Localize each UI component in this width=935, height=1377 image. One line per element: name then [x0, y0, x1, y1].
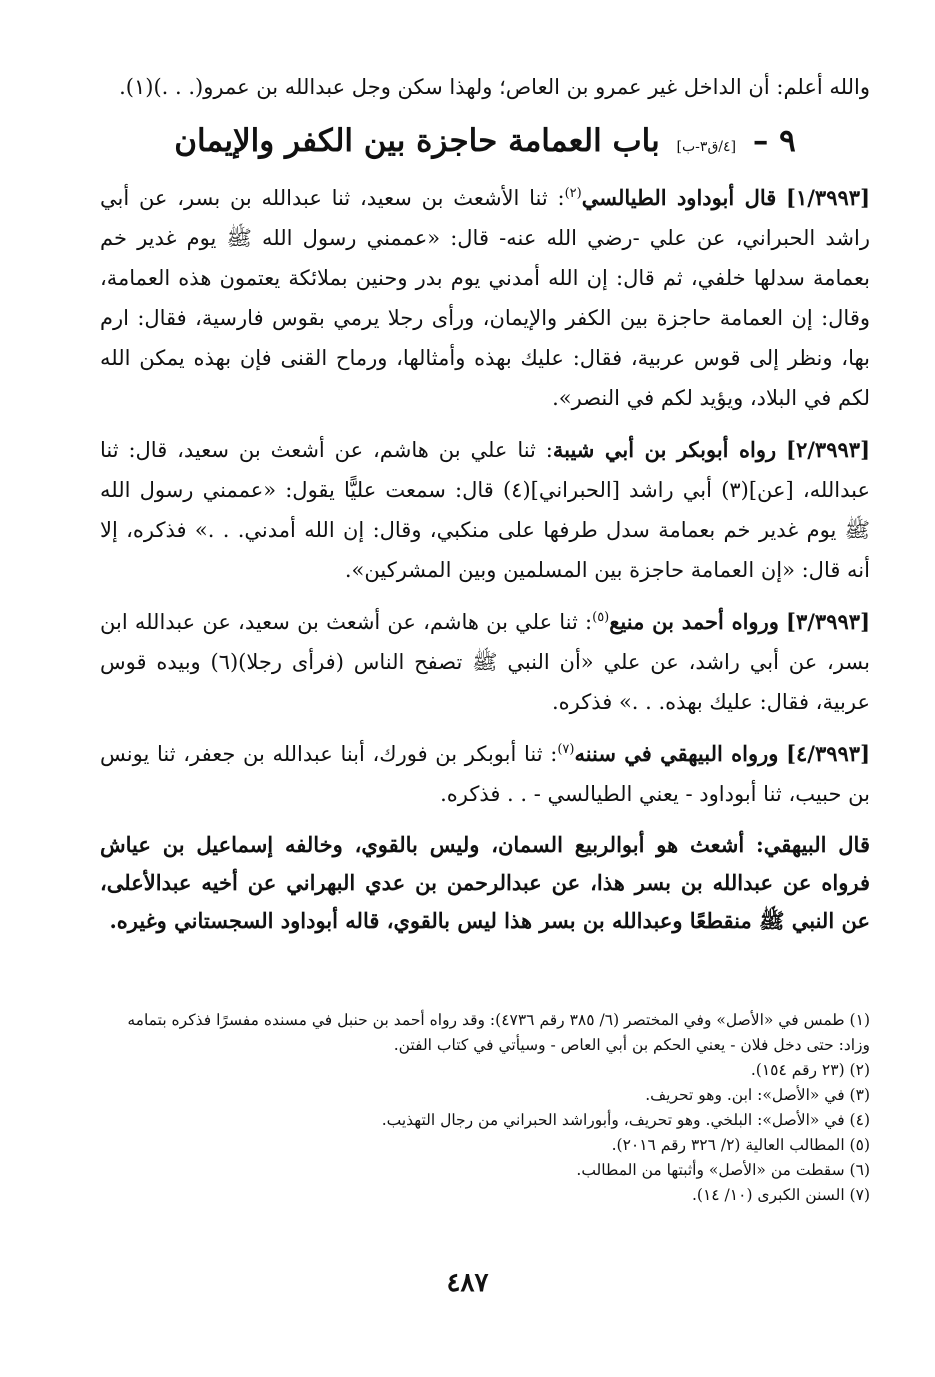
footnotes [100, 1008, 870, 1208]
footnote-2: (٢) (٢٣ رقم ١٥٤). [750, 1061, 870, 1079]
chapter-heading: باب العمامة حاجزة بين الكفر والإيمان [174, 123, 660, 159]
hadith-2 [100, 430, 870, 590]
chapter-number: ٩ – [752, 123, 796, 159]
hadith-4 [100, 734, 870, 814]
chapter-title [100, 118, 870, 170]
footnote-5: (٥) المطالب العالية (٢/ ٣٢٦ رقم ٢٠١٦). [611, 1136, 870, 1154]
hadith-narrator: قال أبوداود الطيالسي [581, 185, 777, 210]
hadith-id: [١/٣٩٩٣] [786, 185, 870, 210]
hadith-text: : ثنا الأشعث بن سعيد، ثنا عبدالله بن بسر، عن أبي راشد الحبراني، عن علي -رضي الله عنه- قال: «عممني رسول الله ﷺ يوم غدير خم بعمامة سدلها خلفي، ثم قال: إن الله أمدني يوم بدر وحنين بملائكة يعتمون هذه العمامة، وقال: إن العمامة حاجزة بين الكفر والإيمان، ورأى رجلا يرمي بقوس فارسية، فقال: ارم بها، ونظر إلى قوس عربية، فقال: عليك بهذه وأمثالها، ورماح القنى فإن بهذه يمكن الله لكم في البلاد، ويؤيد لكم في النصر». [100, 186, 870, 410]
footnote-1: (١) طمس في «الأصل» وفي المختصر (٦/ ٣٨٥ رقم ٤٧٣٦): وقد رواه أحمد بن حنبل في مسنده مفسرًا فذكره بتمامه وزاد: حتى دخل فلان - يعني الحكم بن أبي العاص - وسيأتي في كتاب الفتن. [127, 1011, 870, 1054]
hadith-narrator: رواه أبوبكر بن أبي شيبة [552, 437, 777, 462]
footnote-ref: (٧) [557, 742, 575, 757]
hadith-text: : ثنا أبوبكر بن فورك، أبنا عبدالله بن جعفر، ثنا يونس بن حبيب، ثنا أبوداود - يعني الطيالسي - . . فذكره. [100, 742, 870, 806]
intro-text: والله أعلم: أن الداخل غير عمرو بن العاص؛ ولهذا سكن وجل عبدالله بن عمرو(. . .)(١). [119, 75, 870, 99]
footnote-4: (٤) في «الأصل»: البلخي. وهو تحريف، وأبوراشد الحبراني من رجال التهذيب. [381, 1111, 870, 1129]
footnote-ref: (٥) [592, 610, 610, 625]
chapter-ref: [٤/ق٣-ب] [676, 139, 737, 155]
hadith-narrator: ورواه البيهقي في سننه [574, 741, 779, 766]
footnote-7: (٧) السنن الكبرى (١٠/ ١٤). [691, 1186, 870, 1204]
hadith-text: : ثنا علي بن هاشم، عن أشعث بن سعيد، عن عبدالله ابن بسر، عن أبي راشد، عن علي «أن النبي ﷺ تصفح الناس (فرأى رجلا)(٦) وبيده قوس عربية، فقال: عليك بهذه. . .» فذكره. [100, 610, 871, 714]
footnote-3: (٣) في «الأصل»: ابن. وهو تحريف. [645, 1086, 870, 1104]
hadith-id: [٣/٣٩٩٣] [786, 609, 870, 634]
hadith-1 [100, 178, 870, 418]
hadith-id: [٤/٣٩٩٣] [786, 741, 871, 766]
hadith-narrator: ورواه أحمد بن منيع [609, 609, 779, 634]
footnote-6: (٦) سقطت من «الأصل» وأثبتها من المطالب. [576, 1161, 870, 1179]
page-number: ٤٨٧ [446, 1268, 489, 1298]
footnote-ref: (٢) [564, 186, 582, 201]
hadith-id: [٢/٣٩٩٣] [786, 437, 870, 462]
hadith-text: : ثنا علي بن هاشم، عن أشعث بن سعيد، قال: ثنا عبدالله، [عن](٣) أبي راشد [الحبراني](٤) قال: سمعت عليًّا يقول: «عممني رسول الله ﷺ يوم غدير خم بعمامة سدل طرفها على منكبي، وقال: إن الله أمدني. . .» فذكره، إلا أنه قال: «إن العمامة حاجزة بين المسلمين وبين المشركين». [100, 438, 870, 582]
hadith-3 [100, 602, 870, 722]
bayhaqi-comment: قال البيهقي: أشعث هو أبوالربيع السمان، وليس بالقوي، وخالفه إسماعيل بن عياش فرواه عن عبدالله بن بسر هذا، عن عبدالرحمن بن عدي البهراني عن أخيه عبدالأعلى، عن النبي ﷺ منقطعًا وعبدالله بن بسر هذا ليس بالقوي، قاله أبوداود السجستاني وغيره. [100, 832, 870, 933]
page-body [100, 70, 870, 940]
